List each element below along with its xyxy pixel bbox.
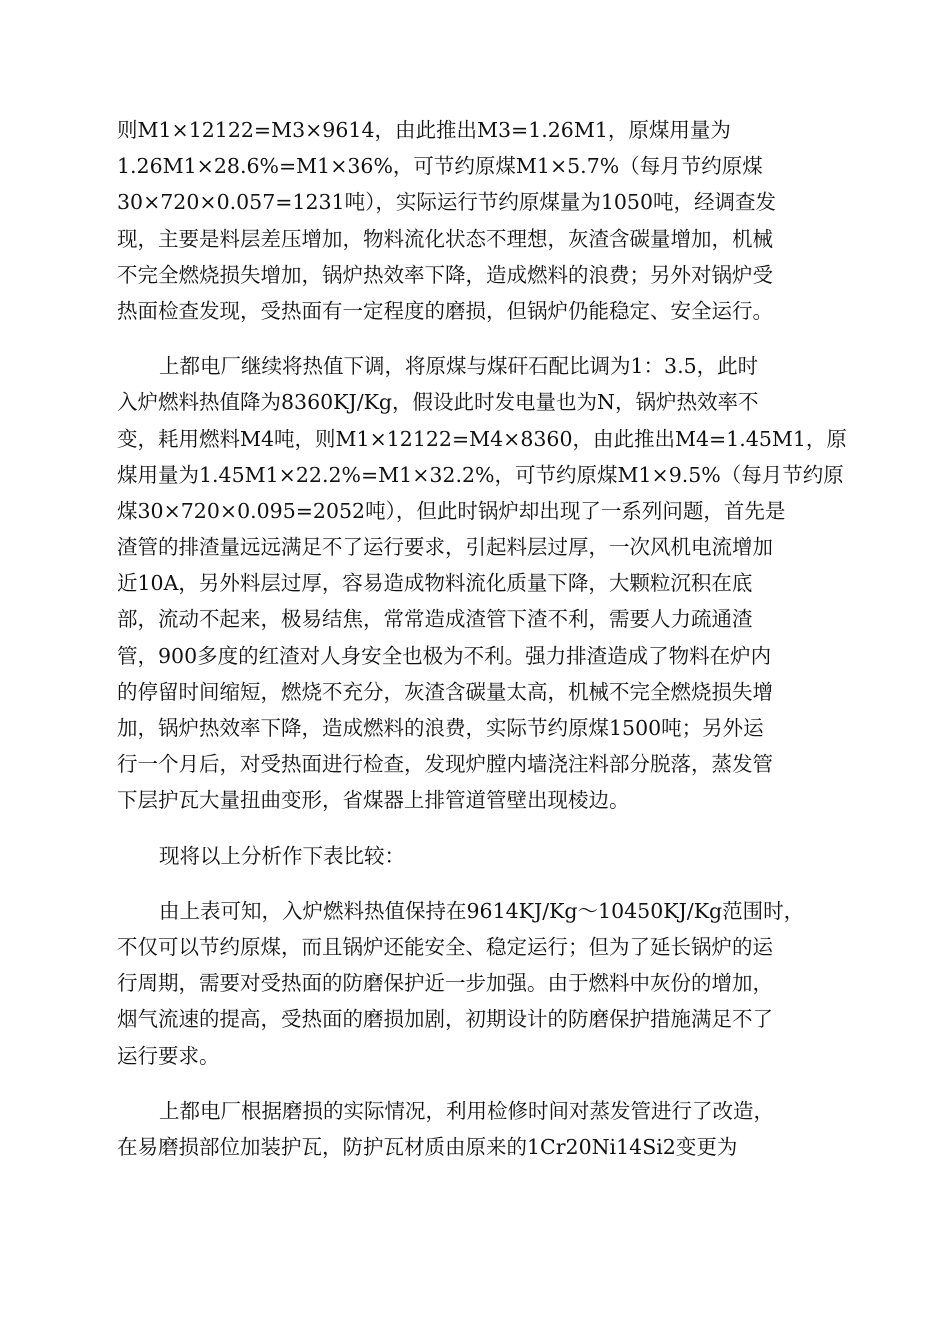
document-body	[117, 112, 847, 1165]
text-line: 30×720×0.057=1231吨），实际运行节约原煤量为1050吨，经调查发	[117, 190, 777, 215]
text-line: 管，900多度的红渣对人身安全也极为不利。强力排渣造成了物料在炉内	[117, 643, 772, 668]
text-line: 则M1×12122=M3×9614，由此推出M3=1.26M1，原煤用量为	[117, 118, 731, 142]
text-line: 下层护瓦大量扭曲变形，省煤器上排管道管壁出现棱边。	[117, 788, 630, 813]
text-line: 热面检查发现，受热面有一定程度的磨损，但锅炉仍能稳定、安全运行。	[117, 298, 773, 323]
text-line: 部，流动不起来，极易结焦，常常造成渣管下渣不利，需要人力疏通渣	[117, 607, 753, 632]
paragraph-gap	[117, 329, 833, 348]
text-line: 入炉燃料热值降为8360KJ/Kg，假设此时发电量也为N，锅炉热效率不	[117, 390, 759, 415]
paragraph-5	[117, 1093, 833, 1165]
text-line: 行周期，需要对受热面的防磨保护近一步加强。由于燃料中灰份的增加，	[117, 971, 773, 996]
text-line: 近10A，另外料层过厚，容易造成物料流化质量下降，大颗粒沉积在底	[117, 571, 753, 596]
text-line: 运行要求。	[117, 1043, 220, 1068]
text-line: 烟气流速的提高，受热面的磨损加剧，初期设计的防磨保护措施满足不了	[117, 1007, 773, 1032]
text-line: 煤30×720×0.095=2052吨），但此时锅炉却出现了一系列问题，首先是	[117, 498, 786, 523]
text-line: 的停留时间缩短，燃烧不充分，灰渣含碳量太高，机械不完全燃烧损失增	[117, 679, 773, 704]
text-line: 现，主要是料层差压增加，物料流化状态不理想，灰渣含碳量增加，机械	[117, 226, 773, 251]
paragraph-gap	[117, 874, 833, 893]
paragraph-1	[117, 112, 833, 329]
paragraph-3	[117, 838, 833, 874]
text-line: 行一个月后，对受热面进行检查，发现炉膛内墙浇注料部分脱落，蒸发管	[117, 752, 773, 777]
text-line: 由上表可知，入炉燃料热值保持在9614KJ/Kg～10450KJ/Kg范围时，	[159, 898, 805, 923]
text-line: 1.26M1×28.6%=M1×36%，可节约原煤M1×5.7%（每月节约原煤	[117, 154, 763, 179]
text-line: 不完全燃烧损失增加，锅炉热效率下降，造成燃料的浪费；另外对锅炉受	[117, 262, 773, 287]
text-line: 上都电厂根据磨损的实际情况，利用检修时间对蒸发管进行了改造，	[159, 1098, 774, 1123]
paragraph-gap	[117, 819, 833, 838]
text-line: 煤用量为1.45M1×22.2%=M1×32.2%，可节约原煤M1×9.5%（每月节约原	[117, 462, 844, 487]
text-line: 上都电厂继续将热值下调，将原煤与煤矸石配比调为1：3.5，此时	[159, 354, 759, 379]
text-line: 不仅可以节约原煤，而且锅炉还能安全、稳定运行；但为了延长锅炉的运	[117, 934, 773, 959]
text-line: 在易磨损部位加装护瓦，防护瓦材质由原来的1Cr20Ni14Si2变更为	[117, 1134, 738, 1159]
paragraph-4	[117, 893, 833, 1074]
text-line: 渣管的排渣量远远满足不了运行要求，引起料层过厚，一次风机电流增加	[117, 535, 773, 560]
text-line: 加，锅炉热效率下降，造成燃料的浪费，实际节约原煤1500吨；另外运	[117, 716, 764, 740]
text-line: 现将以上分析作下表比较：	[159, 843, 405, 868]
text-line: 变，耗用燃料M4吨，则M1×12122=M4×8360，由此推出M4=1.45M1，原	[117, 426, 847, 451]
paragraph-2	[117, 348, 847, 818]
paragraph-gap	[117, 1074, 833, 1093]
